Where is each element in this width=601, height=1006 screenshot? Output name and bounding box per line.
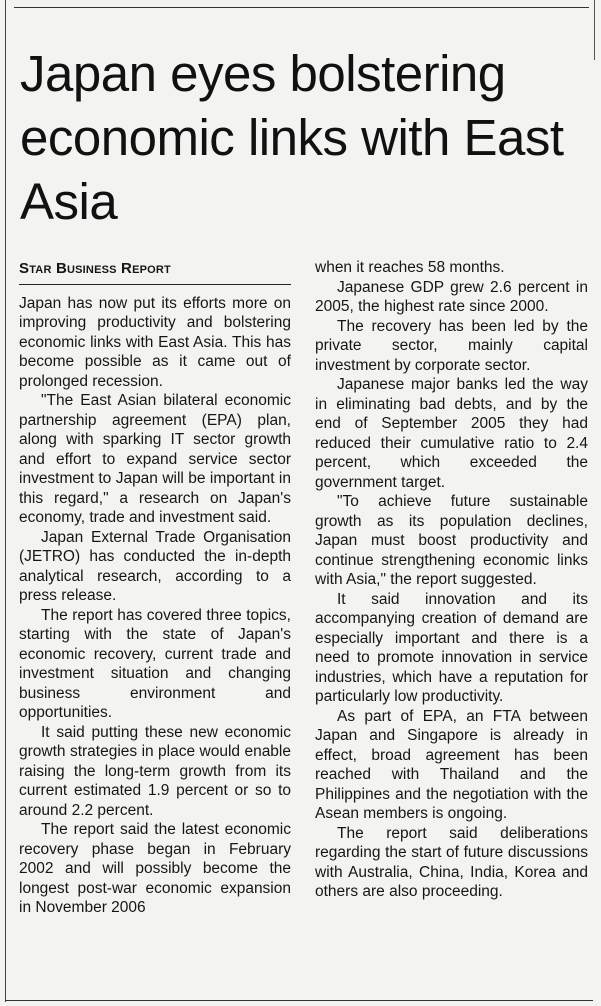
byline: Star Business Report [19, 258, 291, 285]
paragraph: The report said deliberations regarding the start of future discussions with Australia, China, India, Korea and others are also proceeding. [315, 824, 588, 900]
paragraph: Japanese major banks led the way in eliminating bad debts, and by the end of September 2005 they had reduced their cumulative ratio to 2.4 percent, which exceeded the government target. [315, 376, 588, 491]
paragraph: As part of EPA, an FTA between Japan and Singapore is already in effect, broad agreement has been reached with Thailand and the Philippines and the negotiation with the Asean members is ongoing. [315, 707, 588, 822]
paragraph-continuation: when it reaches 58 months. [315, 259, 505, 276]
bottom-rule [5, 1000, 593, 1001]
paragraph: "To achieve future sustainable growth as its population declines, Japan must boost productivity and continue strengthening economic links with Asia," the report suggested. [315, 493, 588, 588]
headline: Japan eyes bolstering economic links with East Asia [20, 45, 564, 230]
paragraph: Japanese GDP grew 2.6 percent in 2005, the highest rate since 2000. [315, 278, 588, 315]
paragraph: It said innovation and its accompanying creation of demand are especially important and there is a need to promote innovation in service industries, which have a reputation for particularly low productivity. [315, 590, 588, 705]
top-rule [14, 7, 589, 8]
paragraph: Japan has now put its efforts more on improving productivity and bolstering economic links with East Asia. This has become possible as it came out of prolonged recession. [19, 294, 291, 390]
column-1 [19, 258, 291, 918]
paragraph: It said putting these new economic growth strategies in place would enable raising the long-term growth from its current estimated 1.9 percent or so to around 2.2 percent. [19, 723, 291, 819]
paragraph: "The East Asian bilateral economic partnership agreement (EPA) plan, along with sparking IT sector growth and effort to expand service sector investment to Japan will be important in this regard," a research on Japan's economy, trade and investment said. [19, 392, 291, 526]
paragraph: The report said the latest economic recovery phase began in February 2002 and will possibly become the longest post-war economic expansion in November 2006 [19, 821, 291, 916]
column-2 [315, 258, 588, 902]
paragraph: The recovery has been led by the private sector, mainly capital investment by corporate sector. [315, 317, 588, 374]
paragraph: The report has covered three topics, starting with the state of Japan's economic recovery, current trade and investment situation and changing business environment and opportunities. [19, 606, 291, 721]
paragraph: Japan External Trade Organisation (JETRO) has conducted the in-depth analytical research, according to a press release. [19, 528, 291, 604]
left-rule [5, 0, 6, 1002]
